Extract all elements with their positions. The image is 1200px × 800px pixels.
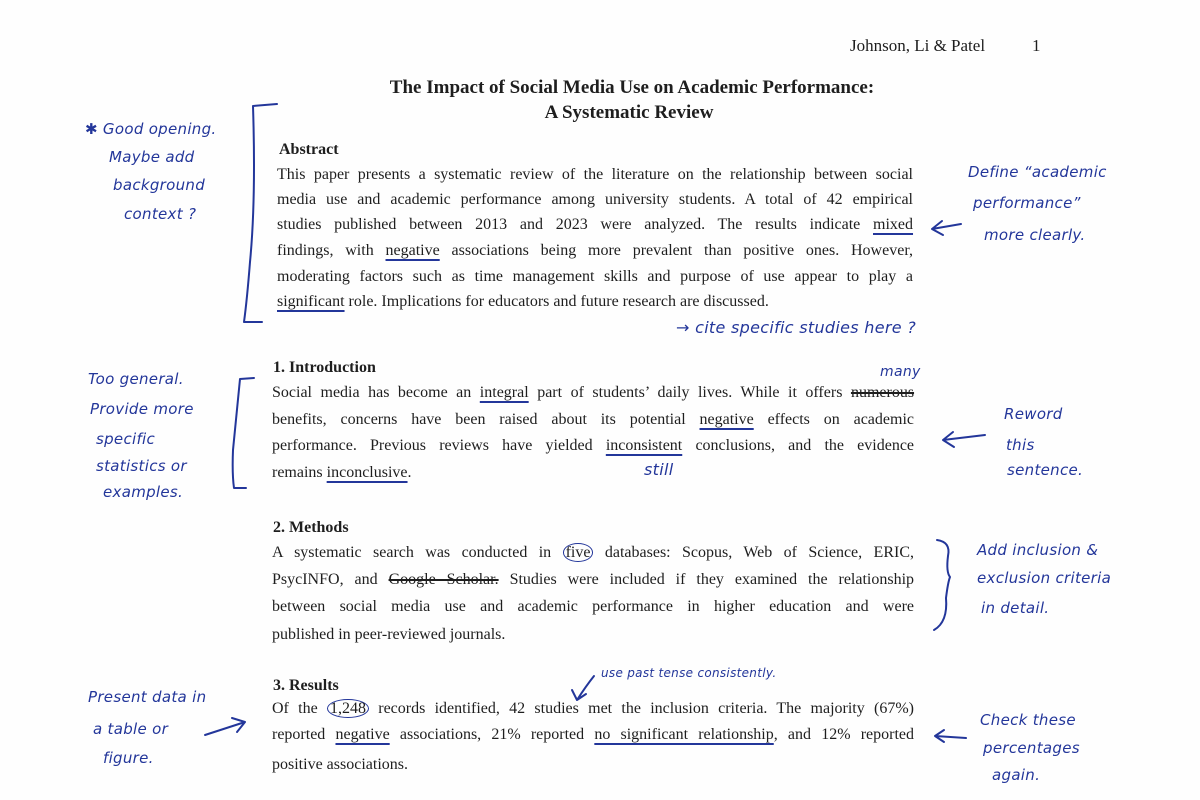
abstract-bracket [244, 104, 277, 322]
underlined-negative: negative [385, 242, 440, 259]
annotation-line: exclusion criteria [977, 569, 1112, 587]
circled-five: five [563, 543, 594, 562]
annotation-line: ✱ Good opening. [85, 120, 217, 138]
results-line-3: positive associations. [272, 756, 408, 773]
annotation-line: this [1006, 436, 1035, 454]
annotation-still: still [644, 460, 674, 479]
abstract-line-2: media use and academic performance among university students. A total of 42 empirical [277, 191, 913, 208]
annotation-line: Maybe add [109, 148, 195, 166]
methods-line-4: published in peer-reviewed journals. [272, 626, 506, 643]
abstract-line-5: moderating factors such as time management skills and purpose of use appear to play a [277, 268, 913, 285]
annotation-line: more clearly. [984, 226, 1086, 244]
results-heading: 3. Results [273, 677, 339, 694]
annotation-line: Check these [980, 711, 1076, 729]
annotation-line: a table or [93, 720, 169, 738]
annotation-line: figure. [103, 749, 154, 767]
annotation-line: again. [992, 766, 1041, 784]
intro-line-2: benefits, concerns have been raised about its potential negative effects on academic [272, 411, 914, 428]
annotation-line: sentence. [1007, 461, 1084, 479]
annotation-line: performance” [973, 194, 1081, 212]
underlined-inconclusive: inconclusive [326, 464, 408, 481]
results-line-2: reported negative associations, 21% reported no significant relationship, and 12% reported [272, 726, 914, 743]
annotation-line: examples. [103, 483, 184, 501]
intro-bracket [233, 378, 254, 488]
underlined-negative-intro: negative [699, 411, 754, 428]
arrow-reword [943, 432, 985, 447]
underlined-inconsistent: inconsistent [605, 437, 683, 454]
paper-title-line-2: A Systematic Review [544, 102, 714, 123]
annotation-line: Add inclusion & [977, 541, 1099, 559]
results-line-1: Of the 1,248 records identified, 42 studies met the inclusion criteria. The majority (67%) [272, 700, 915, 717]
arrow-mixed [932, 221, 961, 235]
circled-1248: 1,248 [327, 699, 369, 718]
annotation-line: specific [96, 430, 156, 448]
annotation-line: context ? [124, 205, 197, 223]
underlined-no-significant-relationship: no significant relationship [594, 726, 774, 743]
annotation-line: background [113, 176, 206, 194]
annotation-line: Provide more [90, 400, 194, 418]
abstract-line-3: studies published between 2013 and 2023 were analyzed. The results indicate mixed [277, 216, 914, 233]
intro-line-4: remains inconclusive. [272, 464, 412, 481]
struck-numerous: numerous [850, 384, 915, 401]
abstract-line-4: findings, with negative associations being more prevalent than positive ones. However, [277, 242, 914, 259]
annotation-line: Present data in [88, 688, 207, 706]
abstract-line-1: This paper presents a systematic review of the literature on the relationship between social [277, 166, 913, 183]
underlined-mixed: mixed [873, 216, 914, 233]
running-header-authors: Johnson, Li & Patel [850, 36, 986, 55]
arrow-present-data [205, 718, 245, 735]
struck-google-scholar: Google Scholar. [388, 571, 499, 588]
methods-heading: 2. Methods [273, 519, 349, 536]
underlined-integral: integral [479, 384, 529, 401]
annotation-line: Reword [1004, 405, 1063, 423]
annotation-line: percentages [983, 739, 1080, 757]
annotation-line: Define “academic [968, 163, 1107, 181]
paper-title-line-1: The Impact of Social Media Use on Academic Performance: [389, 77, 875, 98]
arrow-percentages [935, 730, 966, 742]
annotation-past-tense: use past tense consistently. [601, 666, 777, 680]
methods-line-1: A systematic search was conducted in five databases: Scopus, Web of Science, ERIC, [272, 544, 915, 561]
annotation-line: Too general. [88, 370, 184, 388]
abstract-line-6: significant role. Implications for educators and future research are discussed. [277, 293, 769, 310]
annotation-many: many [880, 364, 921, 380]
methods-line-3: between social media use and academic performance in higher education and were [272, 598, 914, 615]
introduction-heading: 1. Introduction [273, 359, 376, 376]
annotation-line: statistics or [96, 457, 187, 475]
intro-line-1: Social media has become an integral part of students’ daily lives. While it offers numerous [272, 384, 915, 401]
methods-brace [934, 540, 950, 630]
arrow-tense-caret [572, 676, 594, 700]
underlined-significant: significant [277, 293, 345, 310]
methods-line-2: PsycINFO, and Google Scholar. Studies were included if they examined the relationship [272, 571, 915, 588]
intro-line-3: performance. Previous reviews have yielded inconsistent conclusions, and the evidence [272, 437, 915, 454]
page-number: 1 [1032, 36, 1041, 55]
underlined-negative-results: negative [335, 726, 390, 743]
annotation-line: in detail. [981, 599, 1050, 617]
annotation-cite-studies: → cite specific studies here ? [676, 318, 917, 337]
abstract-heading: Abstract [279, 141, 339, 158]
